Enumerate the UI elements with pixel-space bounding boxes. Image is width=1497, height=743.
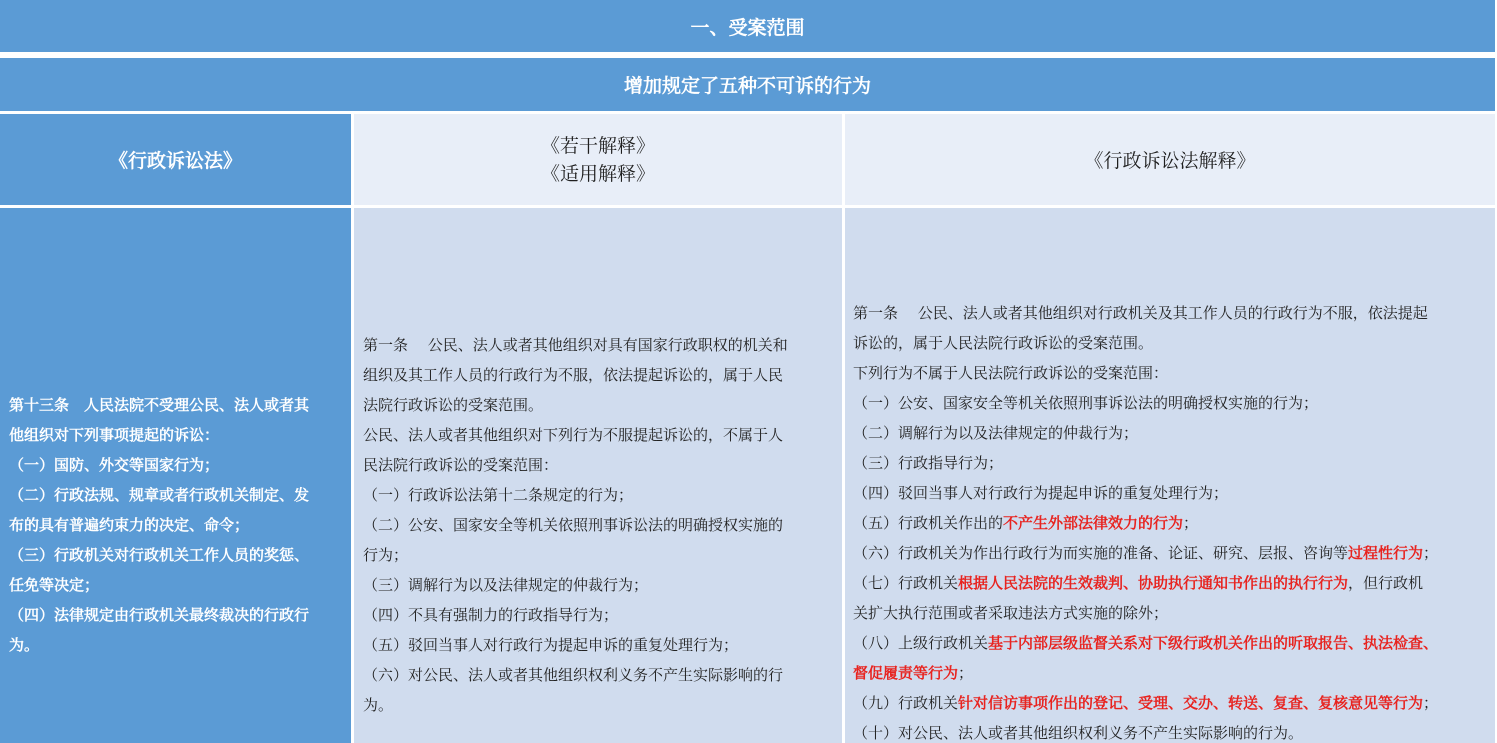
text-line: （四）法律规定由行政机关最终裁决的行政行 bbox=[9, 606, 310, 624]
plain-text: （三）行政指导行为； bbox=[853, 454, 1004, 472]
plain-text: （十）对公民、法人或者其他组织权利义务不产生实际影响的行为。 bbox=[853, 724, 1304, 742]
header-administrative-litigation-law bbox=[0, 114, 351, 205]
text-line: （一）行政诉讼法第十二条规定的行为； bbox=[363, 486, 634, 504]
text-line: （六）对公民、法人或者其他组织权利义务不产生实际影响的行 bbox=[363, 666, 784, 684]
text-line bbox=[853, 388, 1495, 418]
text-line: （三）调解行为以及法律规定的仲裁行为； bbox=[363, 576, 649, 594]
text-line bbox=[853, 688, 1495, 718]
plain-text: 下列行为不属于人民法院行政诉讼的受案范围： bbox=[853, 364, 1169, 382]
text-line bbox=[853, 508, 1495, 538]
header-label-line2: 《适用解释》 bbox=[540, 162, 655, 185]
text-line: 法院行政诉讼的受案范围。 bbox=[363, 396, 544, 414]
header-old-interpretations bbox=[354, 114, 842, 205]
text-line bbox=[853, 448, 1495, 478]
plain-text: ； bbox=[1423, 544, 1439, 562]
text-line: （一）国防、外交等国家行为； bbox=[9, 456, 220, 474]
text-line: 任免等决定； bbox=[9, 576, 100, 594]
plain-text: ； bbox=[958, 664, 974, 682]
text-line: 第一条 公民、法人或者其他组织对具有国家行政职权的机关和 bbox=[363, 336, 788, 354]
plain-text: 第一条 公民、法人或者其他组织对行政机关及其工作人员的行政行为不服，依法提起 bbox=[853, 304, 1428, 322]
text-line: 为。 bbox=[9, 636, 40, 654]
text-line: （五）驳回当事人对行政行为提起申诉的重复处理行为； bbox=[363, 636, 739, 654]
plain-text: （一）公安、国家安全等机关依照刑事诉讼法的明确授权实施的行为； bbox=[853, 394, 1319, 412]
section-title: 一、受案范围 bbox=[0, 0, 1495, 52]
header-label-line1: 《若干解释》 bbox=[540, 134, 655, 157]
new-interpretation-text bbox=[845, 208, 1495, 743]
plain-text: 关扩大执行范围或者采取违法方式实施的除外； bbox=[853, 604, 1169, 622]
plain-text: ； bbox=[1423, 694, 1439, 712]
text-line bbox=[853, 598, 1495, 628]
plain-text: ，但行政机 bbox=[1348, 574, 1424, 592]
plain-text: （六）行政机关为作出行政行为而实施的准备、论证、研究、层报、咨询等 bbox=[853, 544, 1349, 562]
text-line bbox=[853, 718, 1495, 743]
header-new-interpretation bbox=[845, 114, 1495, 205]
text-line bbox=[853, 538, 1495, 568]
plain-text: （二）调解行为以及法律规定的仲裁行为； bbox=[853, 424, 1139, 442]
text-line: 第十三条 人民法院不受理公民、法人或者其 bbox=[9, 396, 310, 414]
text-line bbox=[853, 358, 1495, 388]
text-line bbox=[853, 328, 1495, 358]
plain-text: （五）行政机关作出的 bbox=[853, 514, 1004, 532]
text-line bbox=[853, 628, 1495, 658]
text-line: 行为； bbox=[363, 546, 409, 564]
text-line bbox=[853, 568, 1495, 598]
header-label: 《行政诉讼法解释》 bbox=[1084, 150, 1256, 172]
text-line bbox=[853, 418, 1495, 448]
text-line: 布的具有普遍约束力的决定、命令； bbox=[9, 516, 250, 534]
highlighted-text: 督促履责等行为 bbox=[853, 664, 959, 682]
text-line: 公民、法人或者其他组织对下列行为不服提起诉讼的，不属于人 bbox=[363, 426, 784, 444]
header-label: 《行政诉讼法》 bbox=[108, 150, 242, 172]
subtitle-banner: 增加规定了五种不可诉的行为 bbox=[0, 58, 1495, 111]
text-line: 为。 bbox=[363, 696, 394, 714]
text-line: （二）公安、国家安全等机关依照刑事诉讼法的明确授权实施的 bbox=[363, 516, 784, 534]
plain-text: （八）上级行政机关 bbox=[853, 634, 989, 652]
plain-text: （七）行政机关 bbox=[853, 574, 959, 592]
highlighted-text: 过程性行为 bbox=[1348, 544, 1424, 562]
old-interpretation-text bbox=[354, 208, 842, 743]
text-line: （三）行政机关对行政机关工作人员的奖惩、 bbox=[9, 546, 310, 564]
highlighted-text: 不产生外部法律效力的行为 bbox=[1003, 514, 1184, 532]
text-line bbox=[853, 298, 1495, 328]
highlighted-text: 基于内部层级监督关系对下级行政机关作出的听取报告、执法检查、 bbox=[988, 634, 1439, 652]
text-line bbox=[853, 658, 1495, 688]
text-line: 民法院行政诉讼的受案范围： bbox=[363, 456, 559, 474]
text-line: 组织及其工作人员的行政行为不服，依法提起诉讼的，属于人民 bbox=[363, 366, 784, 384]
plain-text: ； bbox=[1183, 514, 1199, 532]
text-line: （四）不具有强制力的行政指导行为； bbox=[363, 606, 619, 624]
text-line: 他组织对下列事项提起的诉讼： bbox=[9, 426, 220, 444]
law-article-text bbox=[0, 208, 351, 743]
plain-text: 诉讼的，属于人民法院行政诉讼的受案范围。 bbox=[853, 334, 1154, 352]
text-line bbox=[853, 478, 1495, 508]
plain-text: （四）驳回当事人对行政行为提起申诉的重复处理行为； bbox=[853, 484, 1229, 502]
text-line: （二）行政法规、规章或者行政机关制定、发 bbox=[9, 486, 310, 504]
highlighted-text: 根据人民法院的生效裁判、协助执行通知书作出的执行行为 bbox=[958, 574, 1349, 592]
highlighted-text: 针对信访事项作出的登记、受理、交办、转送、复查、复核意见等行为 bbox=[958, 694, 1424, 712]
plain-text: （九）行政机关 bbox=[853, 694, 959, 712]
